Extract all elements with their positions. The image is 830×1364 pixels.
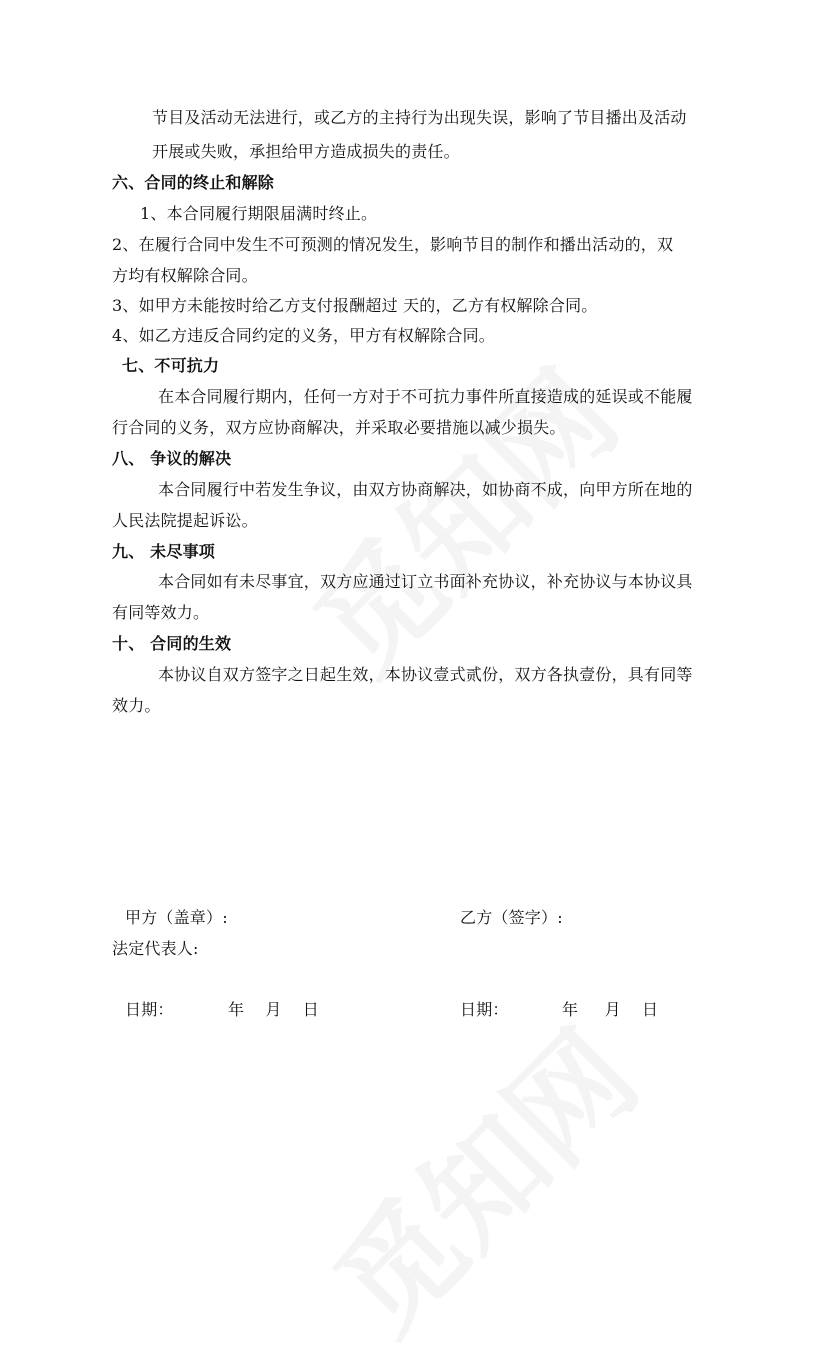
list-item: 1、本合同履行期限届满时终止。: [140, 204, 378, 223]
list-item: 4、如乙方违反合同约定的义务，甲方有权解除合同。: [112, 326, 495, 345]
list-item: 2、在履行合同中发生不可预测的情况发生，影响节目的制作和播出活动的，双: [112, 235, 674, 254]
date-b-value: 年 月 日: [562, 1000, 659, 1019]
paragraph-line: 节目及活动无法进行，或乙方的主持行为出现失误，影响了节目播出及活动: [152, 108, 687, 127]
section-heading: 七、不可抗力: [122, 356, 220, 375]
paragraph-line: 行合同的义务，双方应协商解决，并采取必要措施以减少损失。: [112, 418, 566, 437]
paragraph-line: 在本合同履行期内，任何一方对于不可抗力事件所直接造成的延误或不能履: [158, 387, 693, 406]
legal-representative-label: 法定代表人:: [112, 939, 199, 958]
list-item-continuation: 方均有权解除合同。: [112, 266, 258, 285]
party-b-label: 乙方（签字）:: [460, 908, 563, 927]
paragraph-line: 开展或失败，承担给甲方造成损失的责任。: [152, 142, 460, 161]
list-item: 3、如甲方未能按时给乙方支付报酬超过 天的，乙方有权解除合同。: [112, 296, 598, 315]
watermark: [272, 328, 648, 704]
date-a-label: 日期：: [125, 1000, 174, 1019]
date-b-label: 日期：: [460, 1000, 509, 1019]
section-heading: 十、 合同的生效: [112, 634, 232, 653]
paragraph-line: 有同等效力。: [112, 603, 210, 622]
paragraph-line: 人民法院提起诉讼。: [112, 511, 258, 530]
paragraph-line: 效力。: [112, 696, 161, 715]
section-heading: 八、 争议的解决: [112, 449, 232, 468]
watermark-bottom: [292, 988, 668, 1364]
paragraph-line: 本合同如有未尽事宜，双方应通过订立书面补充协议，补充协议与本协议具: [158, 572, 693, 591]
party-a-label: 甲方（盖章）:: [125, 908, 228, 927]
paragraph-line: 本协议自双方签字之日起生效，本协议壹式贰份，双方各执壹份，具有同等: [158, 665, 693, 684]
section-heading: 六、合同的终止和解除: [112, 173, 275, 192]
date-a-value: 年 月 日: [228, 1000, 319, 1019]
section-heading: 九、 未尽事项: [112, 542, 215, 561]
paragraph-line: 本合同履行中若发生争议，由双方协商解决，如协商不成，向甲方所在地的: [158, 480, 693, 499]
